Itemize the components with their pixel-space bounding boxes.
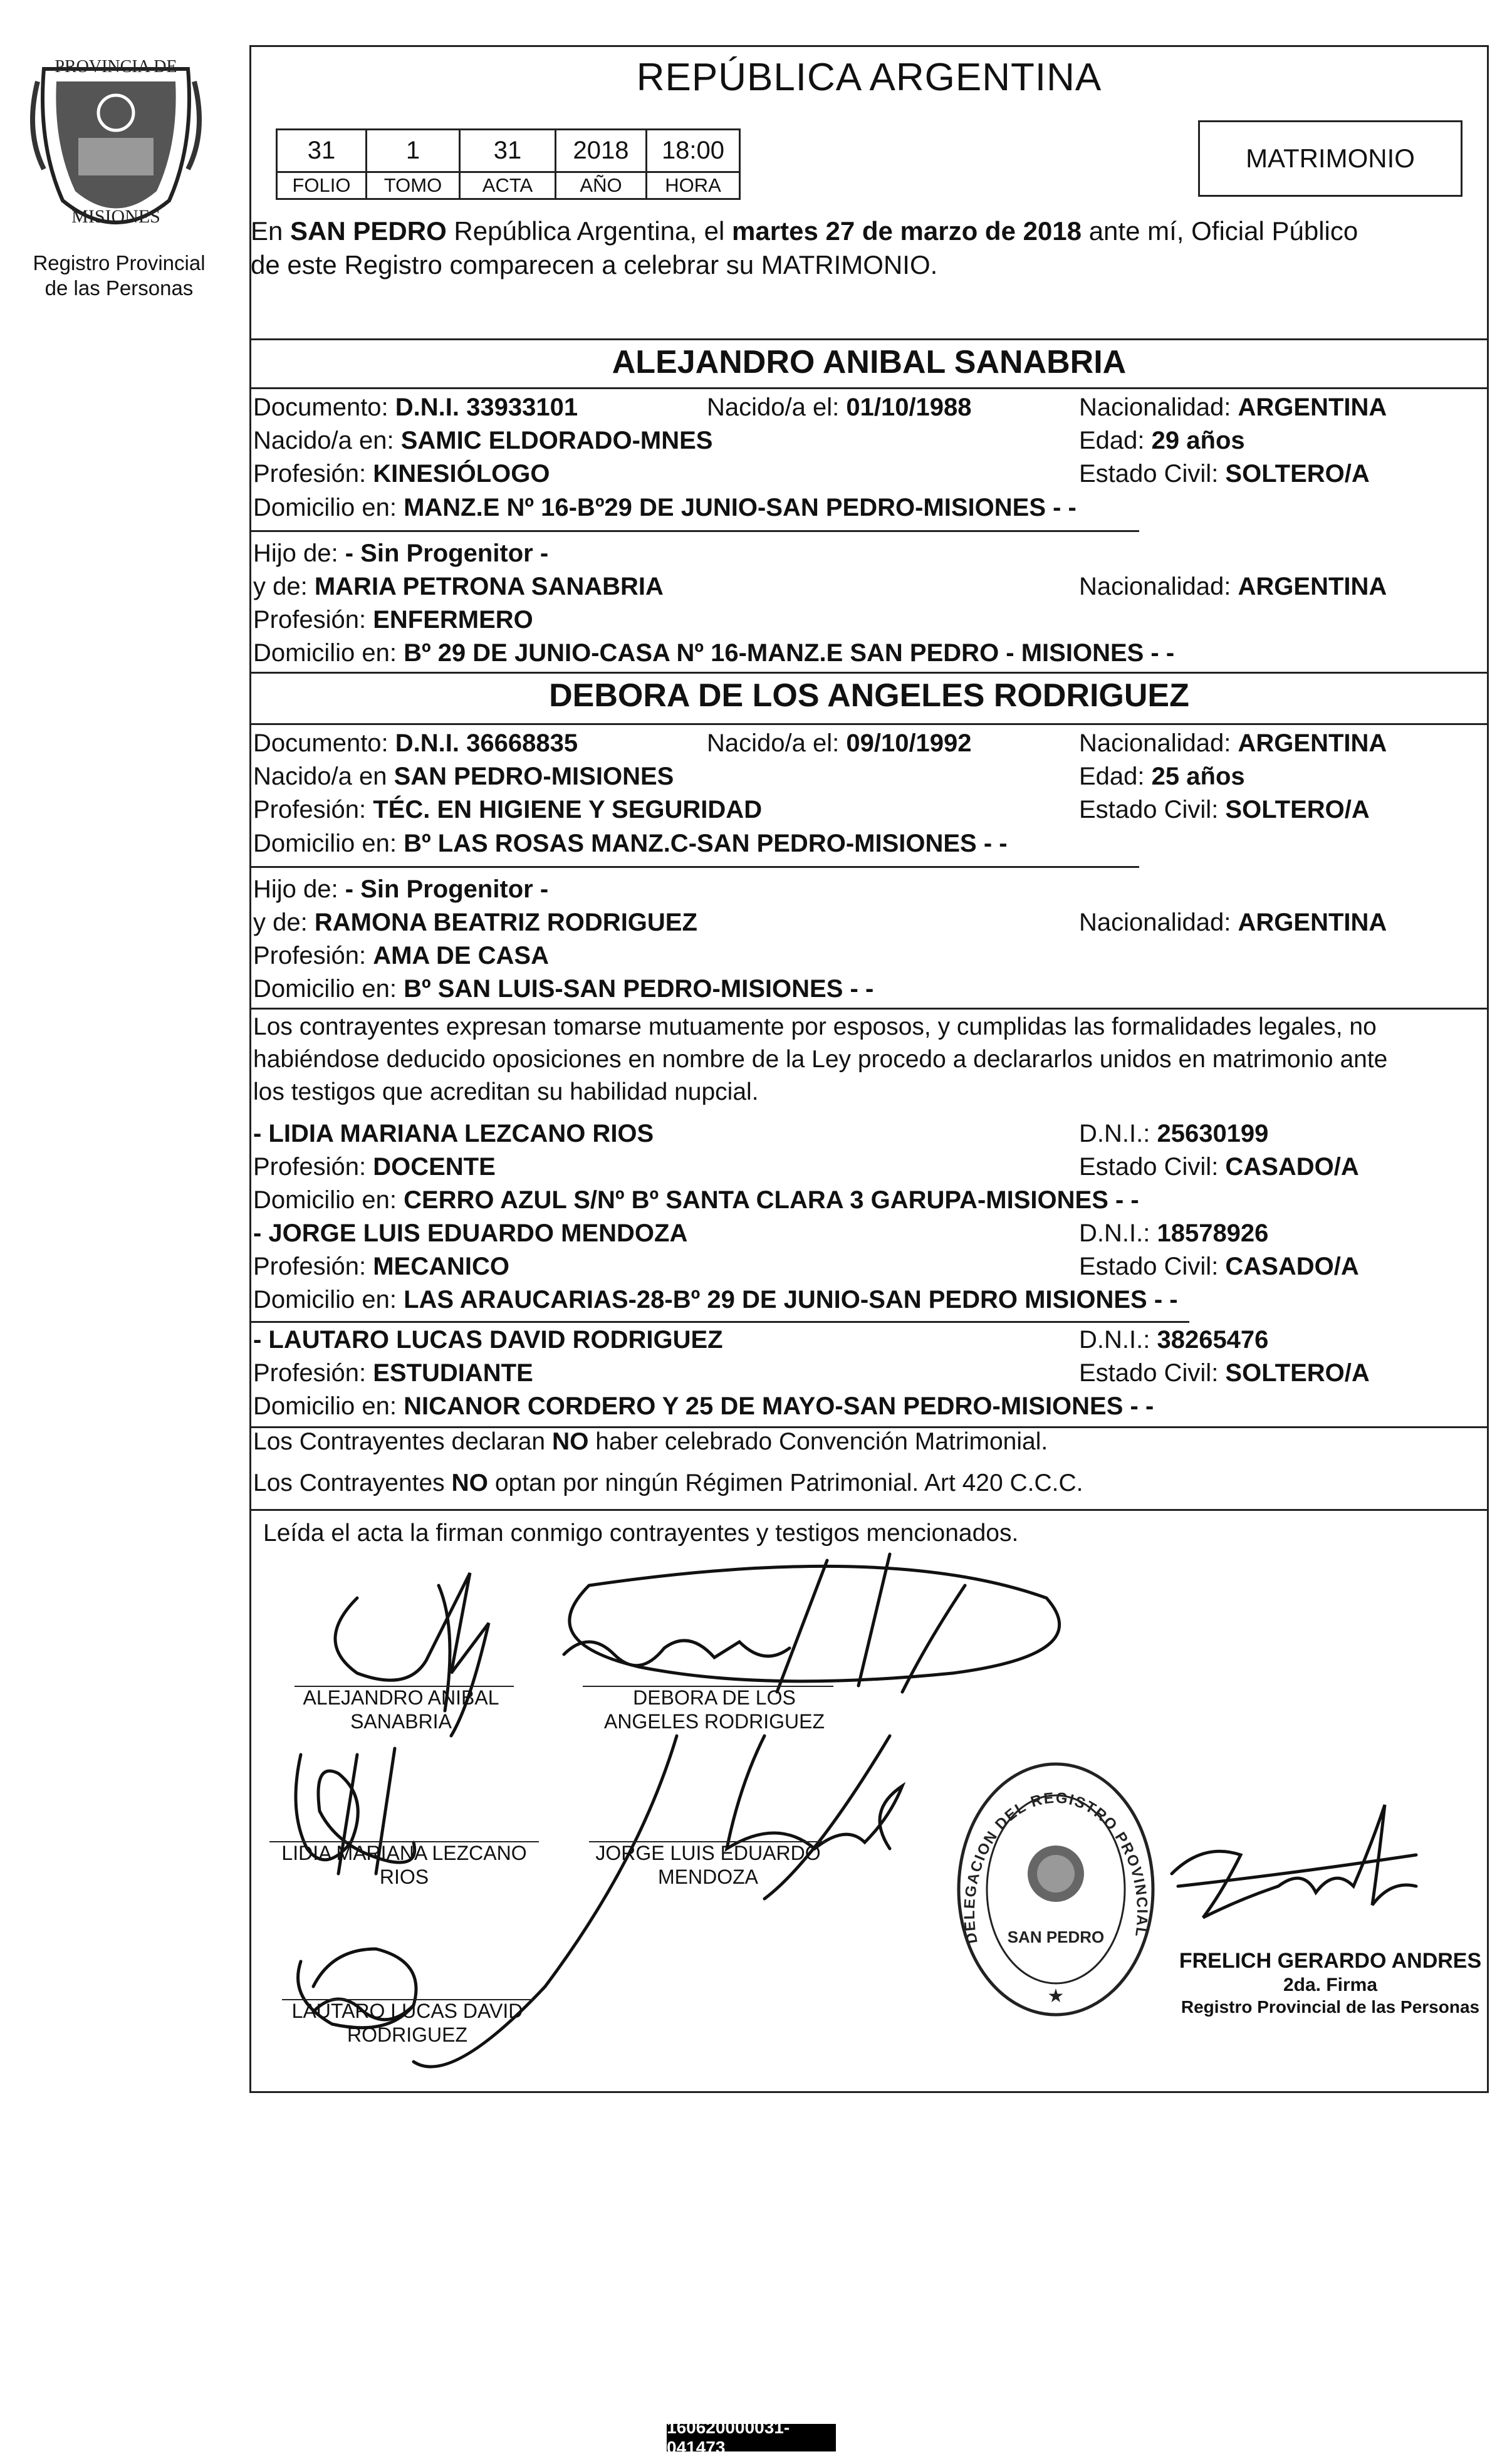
spouse1-nacionalidad — [1079, 391, 1387, 424]
value: SOLTERO/A — [1225, 796, 1370, 823]
declaration-line3: los testigos que acreditan su habilidad nupcial. — [253, 1078, 759, 1105]
label: Profesión: — [253, 460, 373, 488]
spouse1-edad — [1079, 424, 1245, 457]
witness3-domicilio — [253, 1390, 1154, 1423]
act-type: MATRIMONIO — [1246, 144, 1415, 173]
intro-p1: En — [251, 216, 291, 246]
text: Los Contrayentes — [253, 1470, 452, 1496]
value: AMA DE CASA — [373, 942, 549, 969]
officer-role: 2da. Firma — [1283, 1975, 1378, 1995]
caption-line1: LAUTARO LUCAS DAVID — [291, 2000, 523, 2022]
label: Hijo de: — [253, 875, 345, 903]
logo-caption-line1: Registro Provincial — [33, 251, 206, 274]
value: Bº 29 DE JUNIO-CASA Nº 16-MANZ.E SAN PEDRO - MISIONES - - — [404, 639, 1175, 667]
label: Profesión: — [253, 942, 373, 969]
logo-caption — [0, 251, 238, 301]
witness3-dni — [1079, 1323, 1268, 1357]
stamp-ring-text: DELEGACION DEL REGISTRO PROVINCIAL — [961, 1789, 1151, 1945]
value: 09/10/1992 — [846, 729, 972, 757]
label: Profesión: — [253, 796, 373, 823]
hora-value: 18:00 — [647, 130, 740, 172]
officer-block — [1170, 1949, 1490, 2017]
witness1-profesion — [253, 1151, 496, 1184]
label: Profesión: — [253, 1359, 373, 1387]
acta-label: ACTA — [460, 172, 556, 199]
label: Estado Civil: — [1079, 1359, 1226, 1387]
spouse2-domicilio — [253, 827, 1008, 860]
spouse1-name: ALEJANDRO ANIBAL SANABRIA — [612, 344, 1127, 380]
label: Domicilio en: — [253, 639, 404, 667]
caption-line2: ANGELES RODRIGUEZ — [603, 1710, 825, 1733]
divider — [249, 1008, 1489, 1010]
divider — [249, 530, 1139, 532]
value: 25 años — [1151, 763, 1245, 790]
value: ARGENTINA — [1238, 573, 1387, 600]
value: TÉC. EN HIGIENE Y SEGURIDAD — [373, 796, 763, 823]
folio-label: FOLIO — [277, 172, 367, 199]
divider — [249, 338, 1489, 340]
spouse1-profesion — [253, 457, 550, 491]
intro-p2: República Argentina, el — [446, 216, 733, 246]
spouse2-estado-civil — [1079, 793, 1370, 827]
label: Nacionalidad: — [1079, 573, 1238, 600]
label: Nacido/a en — [253, 763, 394, 790]
signatures-intro: Leída el acta la firman conmigo contrayentes y testigos mencionados. — [263, 1520, 1019, 1547]
value: LAS ARAUCARIAS-28-Bº 29 DE JUNIO-SAN PEDRO MISIONES - - — [404, 1286, 1178, 1313]
text: Los Contrayentes declaran — [253, 1428, 552, 1455]
ano-label: AÑO — [556, 172, 647, 199]
value: CERRO AZUL S/Nº Bº SANTA CLARA 3 GARUPA-MISIONES - - — [404, 1186, 1139, 1214]
label: Documento: — [253, 729, 395, 757]
intro-line1 — [251, 214, 1358, 248]
value: SOLTERO/A — [1225, 1359, 1370, 1387]
stamp-inner-text: SAN PEDRO — [1007, 1928, 1105, 1946]
spouse1-hijo-de — [253, 537, 548, 570]
value: 29 años — [1151, 427, 1245, 454]
divider — [249, 866, 1139, 868]
signature-caption-spouse1 — [276, 1686, 526, 1733]
label: Domicilio en: — [253, 830, 404, 857]
officer-office: Registro Provincial de las Personas — [1181, 1997, 1480, 2017]
caption-line1: LIDIA MARIANA LEZCANO — [281, 1842, 527, 1864]
spouse1-estado-civil — [1079, 457, 1370, 491]
value: SAMIC ELDORADO-MNES — [400, 427, 713, 454]
witness3-estado-civil — [1079, 1357, 1370, 1390]
value: CASADO/A — [1225, 1253, 1359, 1280]
label: Nacionalidad: — [1079, 729, 1238, 757]
label: Estado Civil: — [1079, 1253, 1226, 1280]
spouse2-y-de — [253, 906, 697, 939]
declaration-line1: Los contrayentes expresan tomarse mutuamente por esposos, y cumplidas las formalidades legales, no — [253, 1013, 1377, 1040]
value: DOCENTE — [373, 1153, 496, 1181]
label: y de: — [253, 573, 315, 600]
label: Edad: — [1079, 763, 1152, 790]
spouse2-madre-nacionalidad — [1079, 906, 1387, 939]
value: CASADO/A — [1225, 1153, 1359, 1181]
witness2-domicilio — [253, 1283, 1178, 1317]
declaration-line2: habiéndose deducido oposiciones en nombre de la Ley procedo a declararlos unidos en matrimonio ante — [253, 1046, 1388, 1073]
folio-value: 31 — [277, 130, 367, 172]
spouse1-domicilio — [253, 491, 1077, 525]
caption-line2: SANABRIA — [350, 1710, 452, 1733]
witness1-domicilio — [253, 1184, 1139, 1217]
spouse1-nacido-en — [253, 424, 712, 457]
value: 18578926 — [1157, 1219, 1269, 1247]
spouse1-madre-domicilio — [253, 637, 1174, 670]
registry-table — [276, 128, 741, 200]
spouse1-y-de — [253, 570, 664, 603]
value: - Sin Progenitor - — [345, 875, 549, 903]
tomo-label: TOMO — [367, 172, 460, 199]
intro-date: martes 27 de marzo de 2018 — [732, 216, 1082, 246]
value: ENFERMERO — [373, 606, 533, 634]
label: Nacido/a en: — [253, 427, 401, 454]
caption-line2: RODRIGUEZ — [347, 2023, 467, 2046]
text-bold: NO — [551, 1428, 589, 1455]
label: D.N.I.: — [1079, 1120, 1157, 1147]
spouse1-madre-nacionalidad — [1079, 570, 1387, 603]
spouse2-hijo-de — [253, 873, 548, 906]
value: MANZ.E Nº 16-Bº29 DE JUNIO-SAN PEDRO-MISIONES - - — [404, 494, 1077, 521]
label: Nacionalidad: — [1079, 394, 1238, 421]
spouse2-nacionalidad — [1079, 727, 1387, 760]
official-stamp — [952, 1755, 1159, 2024]
label: Estado Civil: — [1079, 460, 1226, 488]
witness1-name: - LIDIA MARIANA LEZCANO RIOS — [253, 1120, 654, 1147]
value: 25630199 — [1157, 1120, 1269, 1147]
caption-line1: DEBORA DE LOS — [633, 1686, 796, 1709]
witness1-estado-civil — [1079, 1151, 1359, 1184]
intro-p3: ante mí, Oficial Público — [1082, 216, 1358, 246]
text: optan por ningún Régimen Patrimonial. Art 420 C.C.C. — [488, 1470, 1083, 1496]
hora-label: HORA — [647, 172, 740, 199]
seal-text-top: PROVINCIA DE — [55, 57, 177, 76]
value: MECANICO — [373, 1253, 509, 1280]
label: Profesión: — [253, 606, 373, 634]
regime-line1 — [253, 1425, 1048, 1458]
spouse2-madre-profesion — [253, 939, 549, 973]
spouse1-documento — [253, 391, 578, 424]
value: Bº SAN LUIS-SAN PEDRO-MISIONES - - — [404, 975, 874, 1003]
act-type-box — [1198, 120, 1462, 197]
label: Domicilio en: — [253, 494, 404, 521]
label: Profesión: — [253, 1253, 373, 1280]
spouse2-nacido-el — [707, 727, 972, 760]
label: y de: — [253, 909, 315, 936]
caption-line1: JORGE LUIS EDUARDO — [595, 1842, 821, 1864]
spouse2-edad — [1079, 760, 1245, 793]
province-seal-logo — [25, 44, 207, 244]
text-bold: NO — [451, 1470, 489, 1496]
acta-value: 31 — [460, 130, 556, 172]
logo-caption-line2: de las Personas — [44, 276, 194, 300]
value: MARIA PETRONA SANABRIA — [314, 573, 664, 600]
value: ARGENTINA — [1238, 394, 1387, 421]
spouse1-nacido-el — [707, 391, 972, 424]
label: Estado Civil: — [1079, 796, 1226, 823]
witness2-dni — [1079, 1217, 1268, 1250]
seal-text-bottom: MISIONES — [71, 206, 160, 227]
label: Profesión: — [253, 1153, 373, 1181]
witness2-estado-civil — [1079, 1250, 1359, 1283]
witness1-dni — [1079, 1117, 1268, 1151]
label: Domicilio en: — [253, 975, 404, 1003]
ano-value: 2018 — [556, 130, 647, 172]
caption-line2: MENDOZA — [658, 1866, 758, 1888]
signature-caption-witness1 — [263, 1841, 545, 1889]
spouse2-documento — [253, 727, 578, 760]
divider — [249, 1509, 1489, 1511]
value: D.N.I. 36668835 — [395, 729, 578, 757]
value: D.N.I. 33933101 — [395, 394, 578, 421]
spouse2-madre-domicilio — [253, 973, 873, 1006]
label: Domicilio en: — [253, 1186, 404, 1214]
label: Edad: — [1079, 427, 1152, 454]
spouse2-nacido-en — [253, 760, 674, 793]
value: SAN PEDRO-MISIONES — [394, 763, 674, 790]
divider — [249, 387, 1489, 389]
value: Bº LAS ROSAS MANZ.C-SAN PEDRO-MISIONES - - — [404, 830, 1008, 857]
value: KINESIÓLOGO — [373, 460, 550, 488]
text: haber celebrado Convención Matrimonial. — [588, 1428, 1048, 1455]
spouse1-madre-profesion — [253, 603, 533, 637]
label: Domicilio en: — [253, 1286, 404, 1313]
value: 38265476 — [1157, 1326, 1269, 1354]
value: ESTUDIANTE — [373, 1359, 533, 1387]
intro-place: SAN PEDRO — [290, 216, 447, 246]
intro-line2: de este Registro comparecen a celebrar su MATRIMONIO. — [251, 250, 938, 279]
value: - Sin Progenitor - — [345, 540, 549, 567]
officer-signature — [1165, 1792, 1479, 1949]
signature-caption-spouse2 — [583, 1686, 846, 1733]
caption-line2: RIOS — [379, 1866, 429, 1888]
value: 01/10/1988 — [846, 394, 972, 421]
document-title: REPÚBLICA ARGENTINA — [636, 56, 1102, 99]
document-code: 160620000031-041473 — [667, 2424, 836, 2451]
divider — [249, 1321, 1189, 1323]
signature-caption-witness3 — [276, 1999, 539, 2047]
label: Nacionalidad: — [1079, 909, 1238, 936]
label: Domicilio en: — [253, 1392, 404, 1420]
label: Documento: — [253, 394, 395, 421]
label: D.N.I.: — [1079, 1326, 1157, 1354]
witness3-profesion — [253, 1357, 533, 1390]
caption-line1: ALEJANDRO ANIBAL — [303, 1686, 499, 1709]
witness2-profesion — [253, 1250, 509, 1283]
label: Nacido/a el: — [707, 729, 847, 757]
value: SOLTERO/A — [1225, 460, 1370, 488]
value: ARGENTINA — [1238, 729, 1387, 757]
label: Estado Civil: — [1079, 1153, 1226, 1181]
svg-text:★: ★ — [1047, 1986, 1065, 2007]
spouse2-name: DEBORA DE LOS ANGELES RODRIGUEZ — [549, 677, 1189, 714]
label: Nacido/a el: — [707, 394, 847, 421]
signature-caption-witness2 — [583, 1841, 833, 1889]
divider — [249, 672, 1489, 674]
divider — [249, 723, 1489, 725]
tomo-value: 1 — [367, 130, 460, 172]
value: NICANOR CORDERO Y 25 DE MAYO-SAN PEDRO-MISIONES - - — [404, 1392, 1154, 1420]
value: RAMONA BEATRIZ RODRIGUEZ — [314, 909, 697, 936]
value: ARGENTINA — [1238, 909, 1387, 936]
witness2-name: - JORGE LUIS EDUARDO MENDOZA — [253, 1219, 688, 1247]
regime-line2 — [253, 1466, 1083, 1500]
officer-name: FRELICH GERARDO ANDRES — [1179, 1949, 1482, 1973]
spouse2-profesion — [253, 793, 762, 827]
label: Hijo de: — [253, 540, 345, 567]
witness3-name: - LAUTARO LUCAS DAVID RODRIGUEZ — [253, 1326, 723, 1354]
label: D.N.I.: — [1079, 1219, 1157, 1247]
